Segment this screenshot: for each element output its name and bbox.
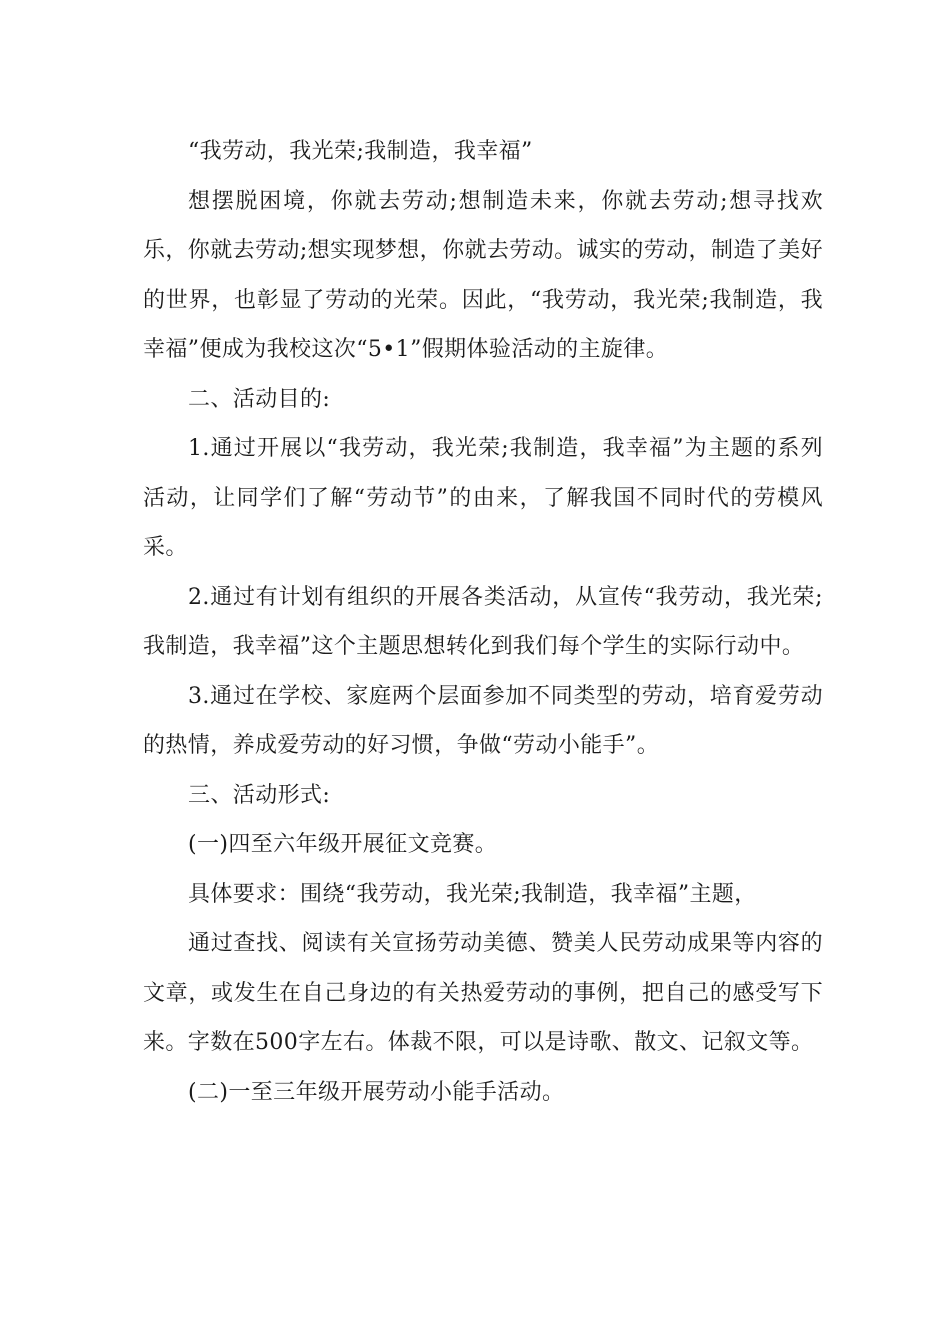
paragraph-purpose-3: 3.通过在学校、家庭两个层面参加不同类型的劳动，培育爱劳动的热情，养成爱劳动的好习惯，争做“劳动小能手”。 [143, 683, 823, 758]
paragraph-theme-slogan: “我劳动，我光荣;我制造，我幸福” [188, 139, 533, 164]
section-heading-format: 三、活动形式: [188, 782, 331, 808]
paragraph-purpose-1: 1.通过开展以“我劳动，我光荣;我制造，我幸福”为主题的系列活动，让同学们了解“劳动节”的由来，了解我国不同时代的劳模风采。 [143, 436, 823, 560]
paragraph-purpose-2: 2.通过有计划有组织的开展各类活动，从宣传“我劳动，我光荣;我制造，我幸福”这个主题思想转化到我们每个学生的实际行动中。 [143, 584, 823, 659]
subsection-essay-contest: (一)四至六年级开展征文竞赛。 [188, 832, 498, 857]
subsection-labor-activity: (二)一至三年级开展劳动小能手活动。 [188, 1079, 565, 1105]
paragraph-essay-details: 通过查找、阅读有关宣扬劳动美德、赞美人民劳动成果等内容的文章，或发生在自己身边的有关热爱劳动的事例，把自己的感受写下来。字数在500字左右。体裁不限，可以是诗歌、散文、记叙文等。 [143, 931, 823, 1055]
document-body [143, 127, 823, 1117]
section-heading-purpose: 二、活动目的: [188, 386, 331, 412]
paragraph-requirements: 具体要求：围绕“我劳动，我光荣;我制造，我幸福”主题， [188, 881, 757, 907]
paragraph-introduction: 想摆脱困境，你就去劳动;想制造未来，你就去劳动;想寻找欢乐，你就去劳动;想实现梦想，你就去劳动。诚实的劳动，制造了美好的世界，也彰显了劳动的光荣。因此，“我劳动，我光荣;我制造，我幸福”便成为我校这次“5•1”假期体验活动的主旋律。 [143, 188, 823, 362]
